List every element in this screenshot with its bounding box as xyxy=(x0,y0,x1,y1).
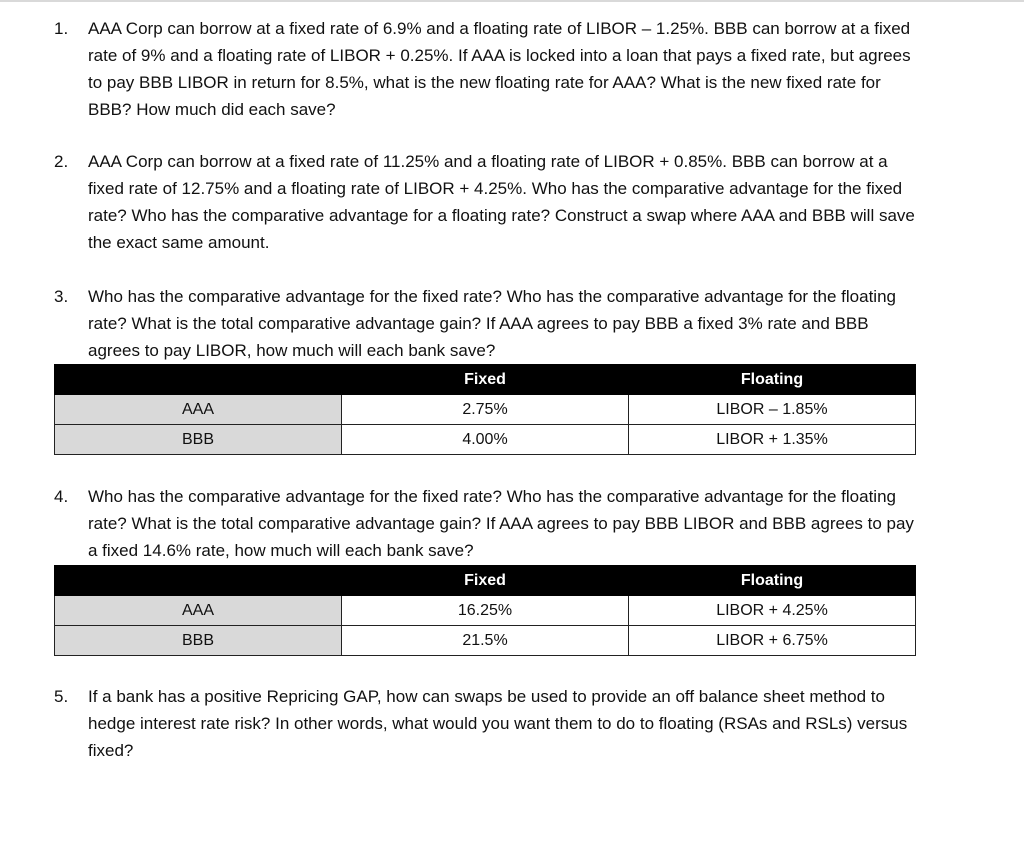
floating-rate-cell: LIBOR + 6.75% xyxy=(629,626,916,656)
question-number: 5. xyxy=(54,687,69,706)
floating-rate-cell: LIBOR – 1.85% xyxy=(629,395,916,425)
bank-name-cell: AAA xyxy=(55,395,342,425)
table-row xyxy=(55,626,916,656)
table-row xyxy=(55,395,916,425)
question-number: 1. xyxy=(54,19,69,38)
header-blank xyxy=(55,365,342,395)
header-fixed: Fixed xyxy=(342,566,629,596)
question-5 xyxy=(54,683,924,764)
header-blank xyxy=(55,566,342,596)
bank-name-cell: BBB xyxy=(55,626,342,656)
question-text: Who has the comparative advantage for the fixed rate? Who has the comparative advantage for the floating rate? What is the total comparative advantage gain? If AAA agrees to pay BBB LIBOR and BBB agrees to pay a fixed 14.6% rate, how much will each bank save? xyxy=(88,487,914,560)
table-header-row xyxy=(55,566,916,596)
question-number: 4. xyxy=(54,487,69,506)
fixed-rate-cell: 16.25% xyxy=(342,596,629,626)
bank-name-cell: BBB xyxy=(55,425,342,455)
table-header-row xyxy=(55,365,916,395)
bank-name-cell: AAA xyxy=(55,596,342,626)
floating-rate-cell: LIBOR + 4.25% xyxy=(629,596,916,626)
question-text: AAA Corp can borrow at a fixed rate of 11.25% and a floating rate of LIBOR + 0.85%. BBB can borrow at a fixed rate of 12.75% and a floating rate of LIBOR + 4.25%. Who has the comparative advantage for the fixed rate? Who has the comparative advantage for a floating rate? Construct a swap where AAA and BBB will save the exact same amount. xyxy=(88,152,915,252)
question-2 xyxy=(54,148,924,256)
question-number: 3. xyxy=(54,287,69,306)
question-4 xyxy=(54,483,924,564)
question-text: If a bank has a positive Repricing GAP, how can swaps be used to provide an off balance sheet method to hedge interest rate risk? In other words, what would you want them to do to floating (RSAs and RSLs) versus fixed? xyxy=(88,687,908,760)
table-row xyxy=(55,425,916,455)
question-text: Who has the comparative advantage for the fixed rate? Who has the comparative advantage for the floating rate? What is the total comparative advantage gain? If AAA agrees to pay BBB a fixed 3% rate and BBB agrees to pay LIBOR, how much will each bank save? xyxy=(88,287,896,360)
header-floating: Floating xyxy=(629,365,916,395)
rates-table-q3 xyxy=(54,364,916,455)
fixed-rate-cell: 4.00% xyxy=(342,425,629,455)
question-1 xyxy=(54,15,924,123)
question-number: 2. xyxy=(54,152,69,171)
fixed-rate-cell: 2.75% xyxy=(342,395,629,425)
header-fixed: Fixed xyxy=(342,365,629,395)
rates-table-q4 xyxy=(54,565,916,656)
question-text: AAA Corp can borrow at a fixed rate of 6.9% and a floating rate of LIBOR – 1.25%. BBB can borrow at a fixed rate of 9% and a floating rate of LIBOR + 0.25%. If AAA is locked into a loan that pays a fixed rate, but agrees to pay BBB LIBOR in return for 8.5%, what is the new floating rate for AAA? What is the new fixed rate for BBB? How much did each save? xyxy=(88,19,911,119)
fixed-rate-cell: 21.5% xyxy=(342,626,629,656)
floating-rate-cell: LIBOR + 1.35% xyxy=(629,425,916,455)
question-3 xyxy=(54,283,924,364)
table-row xyxy=(55,596,916,626)
header-floating: Floating xyxy=(629,566,916,596)
